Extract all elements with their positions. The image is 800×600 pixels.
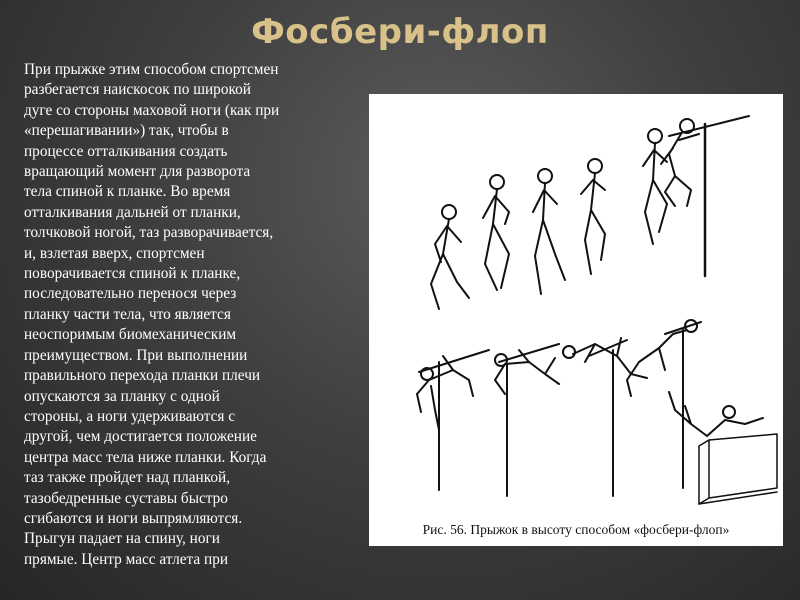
body-line: другой, чем достигается положение [24,428,257,446]
body-line: Прыгун падает на спину, ноги [24,530,220,548]
body-line: При прыжке этим способом спортсмен [24,61,279,78]
body-line: опускаются за планку с одной [24,387,220,405]
body-line: стороны, а ноги удерживаются с [24,407,236,425]
body-line: правильного перехода планки плечи [24,367,261,385]
body-line: таз также пройдет над планкой, [24,469,231,487]
body-line: последовательно перенося через [24,285,237,303]
body-line: прямые. Центр масс атлета при [24,550,229,568]
body-line: поворачивается спиной к планке, [24,265,241,283]
body-line: вращающий момент для разворота [24,163,251,181]
body-line: и, взлетая вверх, спортсмен [24,244,205,262]
body-line: «перешагивании») так, чтобы в [24,122,229,140]
jump-sequence-illustration [369,94,783,546]
body-line: разбегается наискосок по широкой [24,81,251,99]
body-line: неоспоримым биомеханическим [24,326,237,344]
body-line: отталкивания дальней от планки, [24,203,241,221]
body-text [24,60,364,570]
fosbury-flop-figure [369,94,783,546]
body-line: дуге со стороны маховой ноги (как при [24,101,280,119]
body-line: тела спиной к планке. Во время [24,183,231,201]
body-line: сгибаются и ноги выпрямляются. [24,509,243,527]
body-line: толчковой ногой, таз разворачивается, [24,224,274,242]
body-line: тазобедренные суставы быстро [24,489,228,507]
body-line: центра масс тела ниже планки. Когда [24,448,267,466]
figure-caption: Рис. 56. Прыжок в высоту способом «фосбери-флоп» [422,522,730,537]
body-line: планку части тела, что является [24,305,231,323]
body-line: процессе отталкивания создать [24,142,228,160]
body-line: преимуществом. При выполнении [24,346,248,364]
slide-title: Фосбери-флоп [251,12,549,52]
